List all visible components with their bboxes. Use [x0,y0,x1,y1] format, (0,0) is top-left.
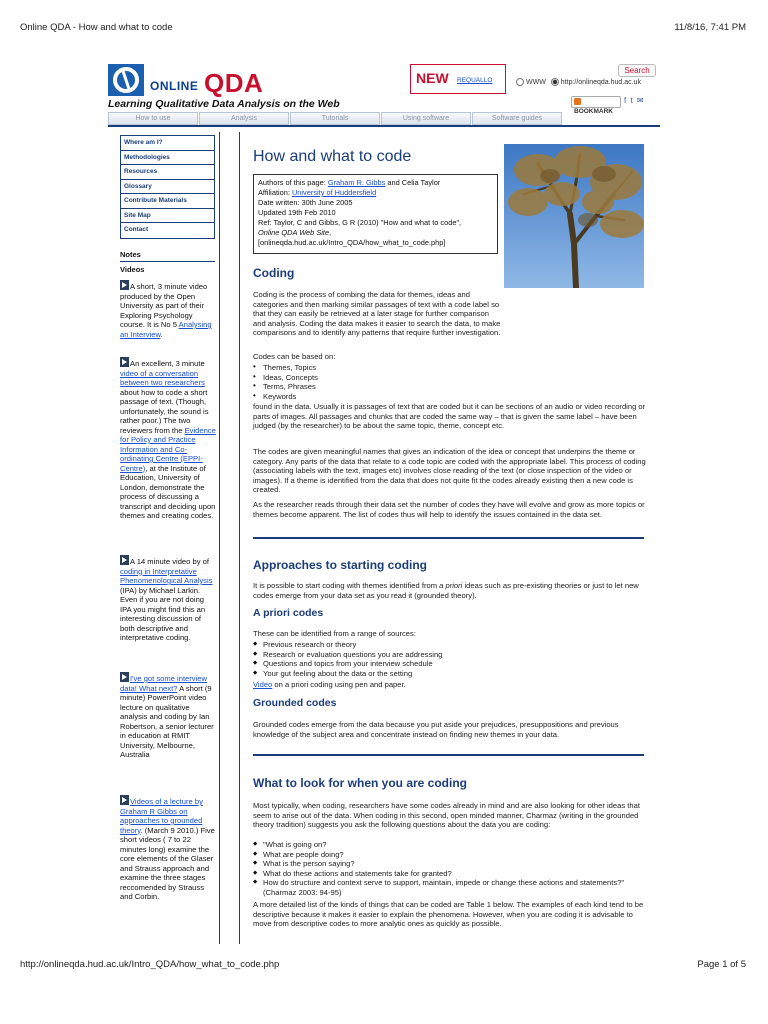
sidebar-menu [120,135,215,239]
list-item: ◆ Your gut feeling about the data or the setting [253,669,442,679]
video-icon[interactable] [120,795,129,805]
author-info-box: Authors of this page: Graham R. Gibbs and Celia Taylor Affiliation: University of Huddersfield Date written: 30th June 2005 Updated 19th Feb 2010 Ref: Taylor, C and Gibbs, G R (2010) "How and what to code", Online QDA Web Site, [onlineqda.hud.ac.uk/Intro_QDA/how_what_to_code.php] [253,174,498,254]
apriori-heading: A priori codes [253,607,324,619]
print-datetime: 11/8/16, 7:41 PM [674,22,746,33]
reference-url: [onlineqda.hud.ac.uk/Intro_QDA/how_what_to_code.php] [258,238,446,247]
new-banner[interactable] [410,64,506,94]
video-icon[interactable] [120,280,129,290]
nav-divider [108,125,660,127]
affiliation-link[interactable]: University of Huddersfield [291,188,377,197]
apriori-list [253,640,442,678]
nav-tab-software-guides[interactable]: Software guides [472,112,562,125]
radio-site[interactable] [551,78,559,86]
list-item: ◆ Previous research or theory [253,640,442,650]
nav-tab-tutorials[interactable]: Tutorials [290,112,380,125]
list-item: • Ideas, Concepts [253,373,318,383]
logo-qda-text: QDA [204,68,264,98]
reference: Ref: Taylor, C and Gibbs, G R (2010) "How and what to code", [258,218,462,227]
bookmark-icon [574,98,581,105]
video-note: An excellent, 3 minute video of a conversation between two researchers about how to code a short passage of text. (Though, unfortunately, the sound is rather poor.) The two reviewers from the Evidence for Policy and Practice Information and Co-ordinating Centre (EPPI-Centre), at the Institute of Education, University of London, demonstrate the process of discussing a transcript and deciding upon themes and creating codes. [120,359,216,520]
approaches-paragraph: It is possible to start coding with themes identified from a priori ideas such as pre-existing theories or just to let new codes emerge from your data set as you read it (grounded theory). [253,581,639,600]
list-item: ◆ "What is going on? [253,840,633,850]
list-item: ◆ What is the person saying? [253,859,633,869]
date-updated: Updated 19th Feb 2010 [258,208,336,217]
charmaz-questions [253,840,633,898]
date-written: Date written: 30th June 2005 [258,198,353,207]
video-note: A short, 3 minute video produced by the Open University as part of their Exploring Psychology course. It is No 5 Analysing an Interview. [120,282,212,339]
apriori-paragraph: These can be identified from a range of sources: [253,629,416,638]
list-item: ◆ Questions and topics from your interview schedule [253,659,442,669]
coding-paragraph-3: The codes are given meaningful names that gives an indication of the idea or concept that underpins the theme or category. Any parts of the data that relate to a code topic are coded with the appropriate label. This process of coding (associating labels with the text, images etc) involves close reading of the text (or close inspection of the video or images). If a theme is identified from the data that does not quite fit the codes already existing then a new code is created. [253,447,646,495]
sidebar-item-site-map[interactable]: Site Map [121,209,214,224]
video-link-grounded-theory-lecture[interactable]: Videos of a lecture by Graham R Gibbs on approaches to grounded theory [120,797,203,835]
sidebar-item-resources[interactable]: Resources [121,165,214,180]
print-url: http://onlineqda.hud.ac.uk/Intro_QDA/how_what_to_code.php [20,959,280,970]
author-link[interactable]: Graham R. Gibbs [327,178,386,187]
notes-divider [120,261,215,262]
video-icon[interactable] [120,357,129,367]
video-icon[interactable] [120,555,129,565]
video-link-conversation[interactable]: video of a conversation between two researchers [120,368,205,387]
search-scope [516,78,641,86]
qda-logo-icon[interactable] [108,64,144,96]
list-item: ◆ Research or evaluation questions you are addressing [253,650,442,660]
list-item: ◆ How do structure and context serve to support, maintain, impede or change these actions and statements?" (Charmaz 2003: 94-95) [253,878,633,897]
nav-tab-analysis[interactable]: Analysis [199,112,289,125]
list-item: • Keywords [253,392,318,402]
video-link-ipa[interactable]: coding in Interpretative Phenomenological Analysis [120,566,213,585]
notes-heading: Notes [120,250,141,259]
list-item: ◆ What are people doing? [253,850,633,860]
main-content [239,132,649,944]
coding-paragraph-4: As the researcher reads through their data set the number of codes they have will evolve and grow as more topics or themes become apparent. The list of codes thus will help to identify the issues contained in the data set. [253,500,645,519]
radio-www[interactable] [516,78,524,86]
sidebar-item-contact[interactable]: Contact [124,226,149,233]
coding-heading: Coding [253,266,295,280]
coding-paragraph-1: Coding is the process of combing the data for themes, ideas and categories and then marking similar passages of text with a code label so that they can easily be retrieved at a later stage for further comparison and analysis. Coding the data makes it easier to search the data, to make comparisons and to identify any patterns that require further investigation. [253,290,501,338]
sidebar-item-contribute[interactable]: Contribute Materials [121,194,214,209]
sidebar-item-where-am-i[interactable]: Where am I? [121,136,214,151]
tree-photo [504,144,644,288]
what-heading: What to look for when you are coding [253,776,468,790]
radio-www-label: WWW [526,78,546,86]
codes-based-on: Codes can be based on: [253,352,336,361]
video-link-interview-data[interactable]: I've got some interview data! What next? [120,674,207,693]
sidebar [117,132,220,944]
print-page-number: Page 1 of 5 [697,959,746,970]
list-item: • Themes, Topics [253,363,318,373]
approaches-heading: Approaches to starting coding [253,558,428,572]
videos-heading: Videos [120,265,145,274]
video-note: Videos of a lecture by Graham R Gibbs on approaches to grounded theory. (March 9 2010.) Five short videos ( 7 to 22 minutes long) examine the core elements of the Glaser and Strauss approach and examine the three stages reccomended by Strauss and Corbin. [120,797,215,901]
video-note: I've got some interview data! What next? A short (9 minute) PowerPoint video lecture on qualitative analysis and coding by Ian Robertson, a senior lecturer in education at RMIT University, Melbourne, Australia [120,674,214,759]
print-footer [20,959,746,971]
bookmark-label: BOOKMARK [574,108,613,115]
video-link-analysing-interview[interactable]: Analysing an Interview [120,320,212,339]
video-icon[interactable] [120,672,129,682]
sidebar-item-glossary[interactable]: Glossary [121,180,214,195]
apriori-video-link[interactable]: Video [253,680,273,689]
nav-tab-using-software[interactable]: Using software [381,112,471,125]
codes-list [253,363,318,401]
list-item: ◆ What do these actions and statements take for granted? [253,869,633,879]
search-button[interactable]: Search [618,64,656,77]
list-item: • Terms, Phrases [253,382,318,392]
eppi-centre-link[interactable]: Evidence for Policy and Practice Information and Co-ordinating Centre (EPPI-Centre) [120,425,216,473]
web-page [108,62,660,944]
new-label: NEW [416,70,449,86]
bookmark-bar [571,96,659,115]
page-title: How and what to code [253,148,412,165]
site-tagline: Learning Qualitative Data Analysis on the Web [108,98,340,110]
section-divider [253,537,644,539]
main-nav [108,112,660,125]
sidebar-item-methodologies[interactable]: Methodologies [121,151,214,166]
bookmark-button[interactable] [571,96,621,115]
print-header [20,22,746,34]
what-paragraph-1: Most typically, when coding, researchers have some codes already in mind and are also looking for other ideas that seem to arise out of the data. When coding in this second, open minded manner, Charmaz (writing in the grounded theory tradition) suggests you ask the following questions about the data you are coding: [253,801,640,830]
what-paragraph-2: A more detailed list of the kinds of things that can be coded are Table 1 below. The examples of each kind tend to be descriptive because it makes it easier to explain the phenomena. However, when you are coding it is advisable to move from descriptive codes to more analytic ones as quickly as possible. [253,900,644,929]
share-icons[interactable]: f t ✉ [624,96,645,105]
reference-site: Online QDA Web Site [258,228,330,237]
nav-tab-how-to-use[interactable]: How to use [108,112,198,125]
coding-paragraph-2: found in the data. Usually it is passages of text that are coded but it can be sections of an audio or video recording or parts of images. All passages and chunks that are coded the same way – that is given the same label – have been judged (by the researcher) to be about the same topic, theme, concept etc. [253,402,646,431]
print-page-title: Online QDA - How and what to code [20,22,173,33]
section-divider [253,754,644,756]
video-note: A 14 minute video by of coding in Interpretative Phenomenological Analysis (IPA) by Michael Larkin. Even if you are not doing IPA you might find this an interesting discussion of both descriptive and interpretative coding. [120,557,213,642]
requallo-link[interactable]: REQUALLO [457,77,493,84]
radio-site-label: http://onlineqda.hud.ac.uk [560,78,641,86]
logo-online-text: ONLINE [150,79,199,93]
grounded-heading: Grounded codes [253,697,337,709]
grounded-paragraph: Grounded codes emerge from the data because you put aside your prejudices, presuppositions and previous knowledge of the subject area and concentrate instead on finding new themes in your data. [253,720,619,739]
apriori-video-line: Video on a priori coding using pen and paper. [253,680,406,689]
